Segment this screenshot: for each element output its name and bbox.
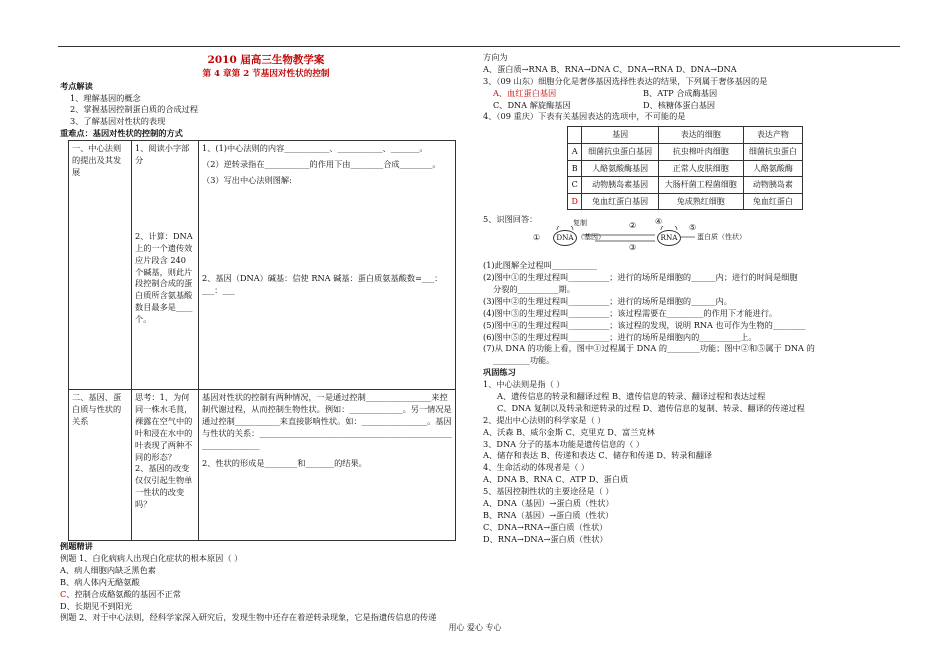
table-cell: 兔成熟红细胞 <box>658 193 743 210</box>
table-cell: 动物胰岛素基因 <box>582 177 658 194</box>
table-cell: 正常人皮肤细胞 <box>658 160 743 177</box>
table-cell: 兔血红蛋白 <box>743 193 802 210</box>
table-header-cell: 基因 <box>582 127 658 144</box>
table-cell: 兔血红蛋白基因 <box>582 193 658 210</box>
p2-options: A、沃森 B、威尔金斯 C、克里克 D、富兰克林 <box>483 426 655 437</box>
row1-tasks <box>132 141 199 390</box>
kaodian-item: 2、掌握基因控制蛋白质的合成过程 <box>70 104 199 115</box>
left-column <box>60 52 472 624</box>
example1-c-text: 、控制合成酪氨酸的基因不正常 <box>66 588 181 599</box>
diagram-n1: ① <box>533 233 541 243</box>
expression-table <box>567 126 803 210</box>
q5-item: (1)此图解全过程叫___________ <box>483 260 597 271</box>
p5-c: C、DNA→RNA→蛋白质（性状） <box>483 521 608 532</box>
q3: 3、（09 山东）细胞分化是奢侈基因选择性表达的结果，下列属于奢侈基因的是 <box>483 75 768 86</box>
table-header-cell: 表达产物 <box>743 127 802 144</box>
kaodian-item: 3、了解基因对性状的表现 <box>70 116 166 127</box>
diagram-fuzhi: 复制 <box>573 219 587 228</box>
continued-text: 方向为 <box>483 52 508 62</box>
practice-heading: 巩固练习 <box>483 367 516 378</box>
q3-c: C、DNA 解旋酶基因 <box>493 99 571 110</box>
table-cell: 细菌抗虫蛋白基因 <box>582 143 658 160</box>
kaodian-item: 1、理解基因的概念 <box>70 92 141 103</box>
diagram-rna: RNA <box>657 230 681 246</box>
p1-cd: C、DNA 复制以及转录和逆转录的过程 D、遗传信息的复制、转录、翻译的传递过程 <box>497 402 805 413</box>
q5-item: (2)图中①的生理过程叫__________；进行的场所是细胞的______内；进行的时间是细胞 <box>483 272 798 283</box>
diagram-dna: DNA <box>553 230 577 246</box>
table-cell: 人酪氨酸酶 <box>743 160 802 177</box>
p4: 4、生命活动的体现者是（ ） <box>483 462 590 473</box>
example1-c: C、控制合成酪氨酸的基因不正常 <box>60 588 181 599</box>
top-rule <box>58 46 900 47</box>
p3: 3、DNA 分子的基本功能是遗传信息的（ ） <box>483 438 645 449</box>
q2-options: A、蛋白质→RNA B、RNA→DNA C、DNA→RNA D、DNA→DNA <box>483 63 737 74</box>
diagram-n5: ⑤ <box>689 223 697 233</box>
row1-read: 1、阅读小字部分 <box>135 143 190 166</box>
p5-b: B、RNA（基因）→蛋白质（性状） <box>483 509 614 520</box>
q5-item: 分裂的__________期。 <box>493 283 575 294</box>
row1-topic: 一、中心法则的提出及其发展 <box>69 141 132 390</box>
footer: 用心 爱心 专心 <box>448 623 502 632</box>
q5-item: (6)图中⑤的生理过程叫__________；进行的场所是细胞内的__________上。 <box>483 331 757 342</box>
table-row <box>568 177 803 194</box>
table-cell: 抗虫棉叶肉细胞 <box>658 143 743 160</box>
p5: 5、基因控制性状的主要途径是（ ） <box>483 486 614 497</box>
p1-ab: A、遗传信息的转录和翻译过程 B、遗传信息的转录、翻译过程和表达过程 <box>497 391 766 401</box>
diagram-n4: ④ <box>655 217 663 227</box>
p5-d: D、RNA→DNA→蛋白质（性状） <box>483 533 608 544</box>
table-cell: 动物胰岛素 <box>743 177 802 194</box>
p3-options: A、储存和表达 B、传递和表达 C、储存和传递 D、转录和翻译 <box>483 450 713 461</box>
q4: 4、（09 重庆）下表有关基因表达的选项中，不可能的是 <box>483 111 686 122</box>
diagram-protein: 蛋白质（性状） <box>697 233 746 242</box>
p4-options: A、DNA B、RNA C、ATP D、蛋白质 <box>483 474 629 485</box>
q5-item: (3)图中②的生理过程叫__________；进行的场所是细胞的______内。 <box>483 295 733 306</box>
q5-item: _________功能。 <box>493 355 555 366</box>
kaodian-heading: 考点解读 <box>60 80 93 91</box>
rna-replication-arrow <box>661 226 677 230</box>
row2-topic: 二、基因、蛋白质与性状的关系 <box>69 390 132 541</box>
example1: 例题 1、白化病病人出现白化症状的根本原因（ ） <box>60 553 243 564</box>
row2-think <box>132 390 199 541</box>
q5: 5、识图回答： <box>483 214 538 225</box>
p2: 2、提出中心法则的科学家是（ ） <box>483 414 606 425</box>
q5-item: (5)图中④的生理过程叫__________；该过程的发现，说明 RNA 也可作为生物的________ <box>483 319 806 330</box>
page-subtitle: 第 4 章第 2 节基因对性状的控制 <box>202 69 330 80</box>
table-cell: B <box>568 160 582 177</box>
table-cell: 大肠杆菌工程菌细胞 <box>658 177 743 194</box>
table-row <box>568 143 803 160</box>
table-header-cell <box>568 127 582 144</box>
row1-calc: 2、计算：DNA 上的一个遗传效应片段含 240 个碱基，则此片段控制合成的蛋白质所含氨基酸数目最多是____个。 <box>135 230 193 325</box>
diagram-arrows <box>491 226 791 256</box>
table-cell: A <box>568 143 582 160</box>
diagram-n3: ③ <box>629 243 637 253</box>
p5-a: A、DNA（基因）→蛋白质（性状） <box>483 498 614 509</box>
diagram-dna-note: （基因） <box>577 233 605 242</box>
row2-think1: 思考：1、为何同一株水毛茛，裸露在空气中的叶和浸在水中的叶表现了两种不同的形态？ <box>135 392 193 462</box>
q3-b: B、ATP 合成酶基因 <box>643 87 718 98</box>
table-row <box>568 127 803 144</box>
table-header-cell: 表达的细胞 <box>658 127 743 144</box>
q5-item: (7)从 DNA 的功能上看，图中①过程属于 DNA 的________功能；图中②和⑤属于 DNA 的 <box>483 343 815 354</box>
table-cell: 细菌抗虫蛋白 <box>743 143 802 160</box>
table-row <box>568 160 803 177</box>
table-cell: D <box>568 193 582 210</box>
focus-table <box>68 140 456 541</box>
table-cell: C <box>568 177 582 194</box>
replication-arrow <box>557 226 573 230</box>
diagram-n2: ② <box>629 221 637 231</box>
p1: 1、中心法则是指（ ） <box>483 379 565 390</box>
row1-c2: （2）逆转录指在___________的作用下由________合成________。 <box>202 159 441 170</box>
table-row <box>69 141 456 390</box>
q3-d: D、核糖体蛋白基因 <box>643 99 716 110</box>
example2: 例题 2、对于中心法则，经科学家深入研究后，发现生物中还存在着逆转录现象，它是指遗传信息的传递 <box>60 612 437 623</box>
right-column <box>483 52 901 546</box>
table-cell: 人酪氨酸酶基因 <box>582 160 658 177</box>
example1-b: B、病人体内无酪氨酸 <box>60 576 140 587</box>
q3-a: A、血红蛋白基因 <box>493 87 557 98</box>
row2-c2: 2、性状的形成是________和_______的结果。 <box>202 457 367 468</box>
row1-c1: 1、(1)中心法则的内容___________、___________、_______。 <box>202 143 428 154</box>
example1-a: A、病人细胞内缺乏黑色素 <box>60 564 156 575</box>
row1-content <box>199 141 456 390</box>
table-row <box>69 390 456 541</box>
row2-c1: 基因对性状的控制有两种情况，一是通过控制________________来控制代谢过程，从而控制生物性状。例如：_____________。另一情况是通过控制___________来直接影响性状。如：________________。基因与性状的关系：_____________________________________________________________ <box>202 392 452 450</box>
row1-c3: （3）写出中心法则图解: <box>202 174 292 185</box>
row2-think2: 2、基因的改变仅仅引起生物单一性状的改变吗？ <box>135 463 193 510</box>
row2-content <box>199 390 456 541</box>
example1-d: D、长期见不到阳光 <box>60 600 133 611</box>
q5-item: (4)图中③的生理过程叫__________；该过程需要在_________的作用下才能进行。 <box>483 307 778 318</box>
q3-row2 <box>483 100 901 112</box>
page-title: 2010 届高三生物教学案 <box>207 54 325 66</box>
examples-heading: 例题精讲 <box>60 541 93 552</box>
row1-c4: 2、基因（DNA）碱基：信使 RNA 碱基：蛋白质氨基酸数=___：___：___ <box>202 272 443 295</box>
q3-row1 <box>483 88 901 100</box>
table-row <box>568 193 803 210</box>
focus-heading: 重难点：基因对性状的控制的方式 <box>60 128 183 139</box>
